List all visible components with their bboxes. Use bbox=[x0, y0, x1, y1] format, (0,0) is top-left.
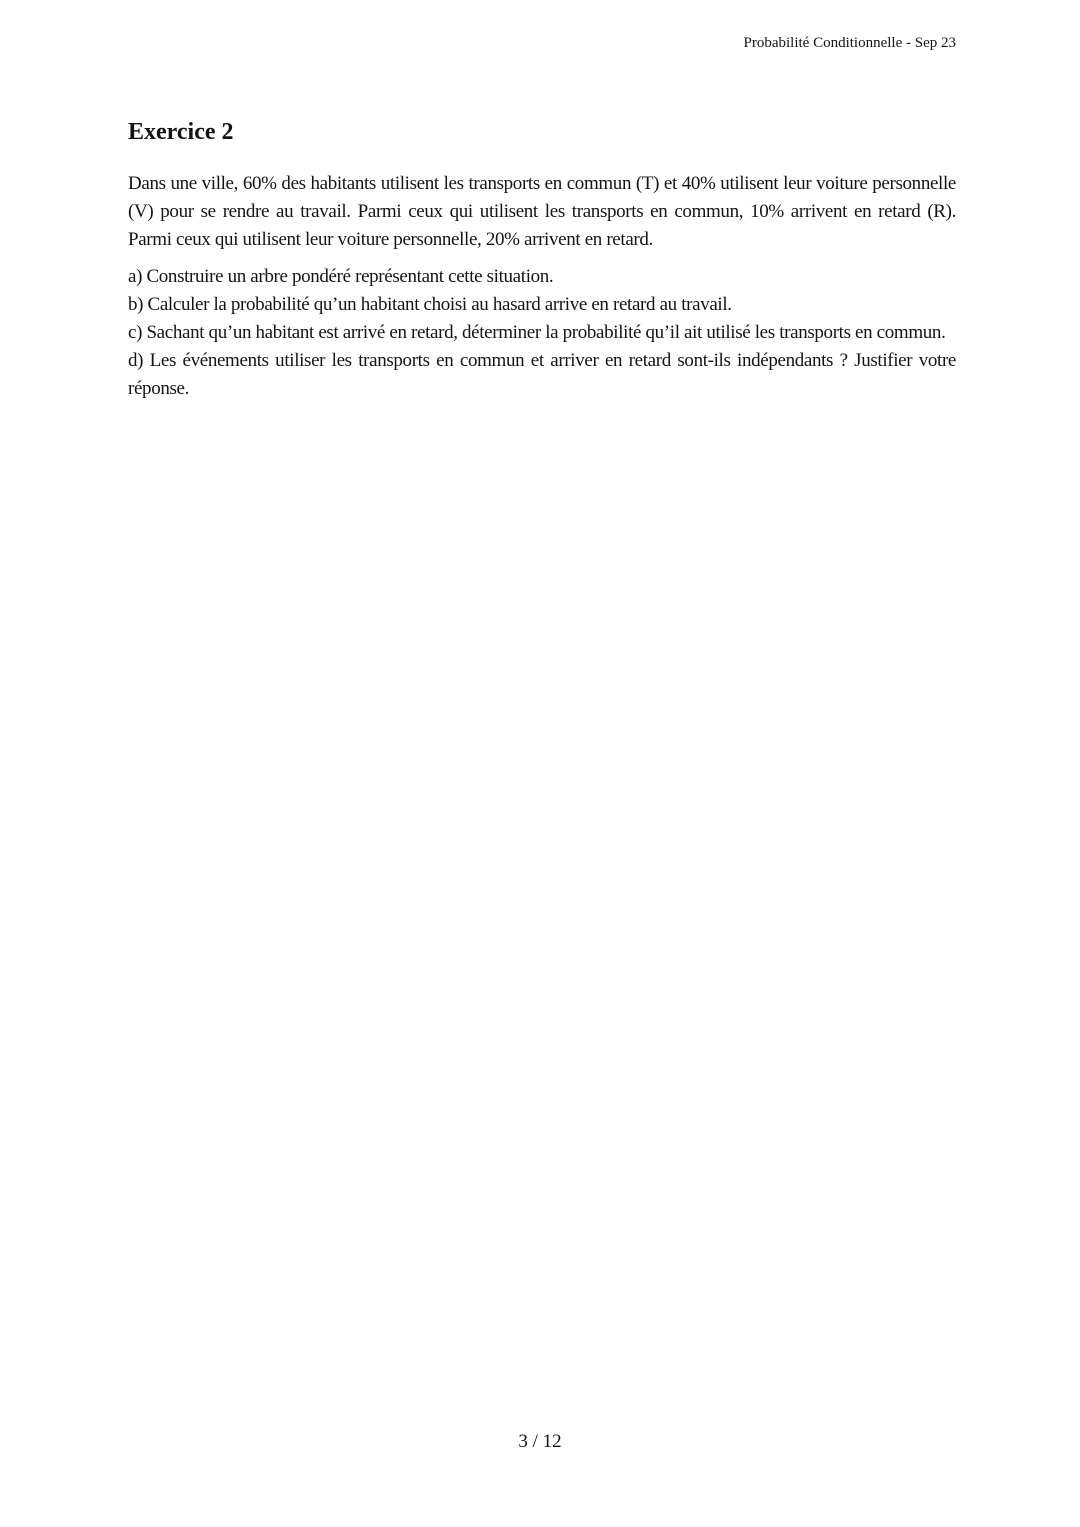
question-d: d) Les événements utiliser les transports en commun et arriver en retard sont-ils indépendants ? Justifier votre réponse. bbox=[128, 350, 956, 399]
question-c: c) Sachant qu’un habitant est arrivé en retard, déterminer la probabilité qu’il ait utilisé les transports en commun. bbox=[128, 322, 946, 343]
exercise-intro-paragraph: Dans une ville, 60% des habitants utilisent les transports en commun (T) et 40% utilisent leur voiture personnelle (V) pour se rendre au travail. Parmi ceux qui utilisent les transports en commun, 10% arrivent en retard (R). Parmi ceux qui utilisent leur voiture personnelle, 20% arrivent en retard. bbox=[128, 173, 956, 250]
question-b: b) Calculer la probabilité qu’un habitant choisi au hasard arrive en retard au travail. bbox=[128, 294, 732, 315]
running-header: Probabilité Conditionnelle - Sep 23 bbox=[743, 35, 956, 51]
question-a: a) Construire un arbre pondéré représentant cette situation. bbox=[128, 266, 554, 287]
page-number: 3 / 12 bbox=[518, 1431, 562, 1452]
exercise-title: Exercice 2 bbox=[128, 119, 234, 145]
exercise-content bbox=[128, 117, 956, 403]
